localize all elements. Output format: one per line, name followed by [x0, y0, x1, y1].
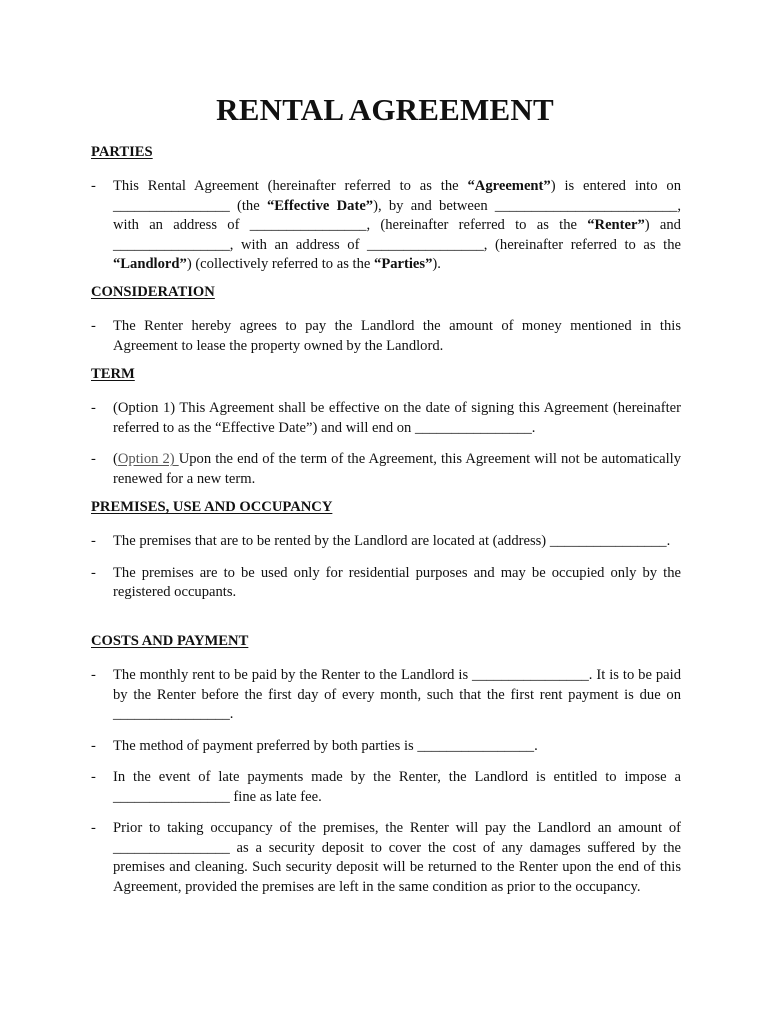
list-dash: - [91, 564, 96, 581]
section-heading-parties: PARTIES [91, 144, 153, 160]
section-heading-consideration: CONSIDERATION [91, 284, 215, 300]
list-dash: - [91, 769, 96, 785]
paragraph-text: The premises that are to be rented by the Landlord are located at (address) ________________. [113, 533, 671, 549]
section-heading-term: TERM [91, 366, 135, 382]
paragraph-premises-2 [91, 564, 681, 603]
list-dash: - [91, 667, 96, 683]
section-heading-costs: COSTS AND PAYMENT [91, 633, 249, 649]
section-term [91, 365, 681, 489]
paragraph-term-2 [91, 450, 681, 489]
text-run: ) is entered into on ________________ (the [113, 178, 681, 214]
list-dash: - [91, 318, 96, 334]
paragraph-text: In the event of late payments made by the Renter, the Landlord is entitled to impose a ________________ fine as late fee. [113, 769, 681, 805]
paragraph-costs-2 [91, 737, 681, 757]
list-dash: - [91, 178, 96, 194]
section-heading-premises: PREMISES, USE AND OCCUPANCY [91, 499, 333, 515]
paragraph-consideration-1 [91, 317, 681, 356]
paragraph-costs-3 [91, 768, 681, 807]
defined-term-effective-date: “Effective Date” [266, 197, 374, 214]
section-parties [91, 143, 681, 275]
list-dash: - [91, 820, 96, 836]
text-run: This Rental Agreement (hereinafter referred to as the [113, 178, 468, 194]
section-premises [91, 498, 681, 603]
text-run: ) (collectively referred to as the [186, 256, 375, 272]
paragraph-costs-1 [91, 666, 681, 725]
paragraph-text: (Option 1) This Agreement shall be effective on the date of signing this Agreement (hereinafter referred to as the “Effective Date”) and will end on ________________. [113, 400, 681, 436]
defined-term-renter: “Renter” [587, 217, 645, 233]
text-run: Upon the end of the term of the Agreement, this Agreement will not be automatically renewed for a new term. [113, 451, 681, 487]
defined-term-landlord: “Landlord” [113, 256, 187, 272]
paragraph-costs-4 [91, 819, 681, 897]
tracked-change-option-2: Option 2) [117, 451, 179, 467]
paragraph-text: Prior to taking occupancy of the premises, the Renter will pay the Landlord an amount of ________________ as a security deposit to cover the cost of any damages suffered by the premises and cleaning. Such security deposit will be returned to the Renter upon the end of this Agreement, provided the premises are left in the same condition as prior to the occupancy. [113, 820, 681, 895]
text-run: ), by and between _________________________, with an address of ________________, (hereinafter referred to as the [113, 197, 681, 233]
paragraph-premises-1 [91, 532, 681, 552]
list-dash: - [91, 533, 96, 549]
list-dash: - [91, 451, 96, 467]
paragraph-term-1 [91, 399, 681, 438]
paragraph-text: The method of payment preferred by both parties is ________________. [113, 737, 538, 754]
document-title: RENTAL AGREEMENT [216, 92, 554, 127]
text-run: ( [113, 451, 118, 467]
paragraph-text: The premises are to be used only for residential purposes and may be occupied only by the registered occupants. [113, 564, 681, 600]
text-run: ). [432, 256, 441, 272]
paragraph-parties-1 [91, 177, 681, 275]
section-consideration [91, 283, 681, 356]
text-run: ) and ________________, with an address of ________________, (hereinafter referred to as the [113, 217, 681, 253]
section-costs [91, 632, 681, 897]
list-dash: - [91, 400, 96, 416]
paragraph-text: The Renter hereby agrees to pay the Landlord the amount of money mentioned in this Agreement to lease the property owned by the Landlord. [113, 318, 681, 354]
defined-term-agreement: “Agreement” [467, 178, 551, 194]
defined-term-parties: “Parties” [374, 256, 433, 272]
paragraph-text: The monthly rent to be paid by the Renter to the Landlord is ________________. It is to be paid by the Renter before the first day of every month, such that the first rent payment is due on ________________. [113, 667, 681, 722]
list-dash: - [91, 737, 96, 754]
